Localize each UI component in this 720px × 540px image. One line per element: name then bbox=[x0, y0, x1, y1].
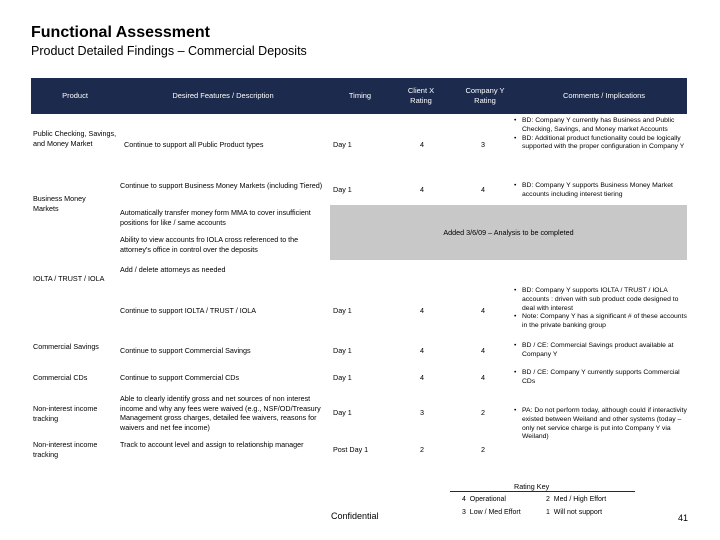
client-x-rating-non-interest-income: 3 bbox=[420, 408, 424, 417]
rating-key-number: 1 bbox=[546, 509, 550, 516]
client-x-rating-track-account-level: 2 bbox=[420, 445, 424, 454]
page-subtitle: Product Detailed Findings – Commercial Deposits bbox=[31, 44, 307, 58]
rating-key-label: Operational bbox=[469, 496, 506, 503]
company-y-rating-public-checking: 3 bbox=[481, 140, 485, 149]
timing-track-account-level: Post Day 1 bbox=[333, 445, 369, 454]
rating-key-label: Med / High Effort bbox=[553, 496, 607, 503]
client-x-rating-commercial-cds: 4 bbox=[420, 373, 424, 382]
comments-public-checking bbox=[514, 117, 689, 152]
timing-commercial-savings: Day 1 bbox=[333, 346, 352, 355]
rating-key-item bbox=[546, 496, 606, 503]
company-y-rating-commercial-cds: 4 bbox=[481, 373, 485, 382]
rating-key-number: 4 bbox=[462, 496, 466, 503]
comments-commercial-savings bbox=[514, 342, 689, 360]
company-y-rating-non-interest-income: 2 bbox=[481, 408, 485, 417]
comment-bullet: • BD / CE: Commercial Savings product available at Company Y bbox=[514, 342, 689, 360]
rating-key-item bbox=[462, 496, 506, 503]
comment-bullet: • Note: Company Y has a significant # of these accounts in the private banking group bbox=[514, 313, 689, 331]
header-company-y-rating: Company Y Rating bbox=[465, 86, 505, 105]
header-product: Product bbox=[62, 91, 88, 100]
feature-iolta: Continue to support IOLTA / TRUST / IOLA bbox=[120, 306, 257, 315]
client-x-rating-commercial-savings: 4 bbox=[420, 346, 424, 355]
timing-business-money-markets: Day 1 bbox=[333, 185, 352, 194]
client-x-rating-business-money-markets: 4 bbox=[420, 185, 424, 194]
product-commercial-cds: Commercial CDs bbox=[33, 373, 88, 382]
header-timing: Timing bbox=[348, 91, 372, 100]
feature-iola-view: Ability to view accounts fro IOLA cross referenced to the attorney's office in control over the deposits bbox=[120, 235, 299, 254]
comments-business-money-markets bbox=[514, 182, 689, 200]
comment-bullet: • BD: Additional product functionality could be logically supported with the proper configuration in Company Y bbox=[514, 135, 689, 153]
timing-non-interest-income: Day 1 bbox=[333, 408, 352, 417]
table-header bbox=[31, 78, 687, 114]
timing-commercial-cds: Day 1 bbox=[333, 373, 352, 382]
page-title: Functional Assessment bbox=[31, 24, 211, 41]
comments-commercial-cds bbox=[514, 369, 689, 387]
timing-iolta: Day 1 bbox=[333, 306, 352, 315]
pending-analysis-note bbox=[330, 205, 687, 260]
product-non-interest-income-tracking: Non-interest income tracking bbox=[33, 440, 98, 459]
product-public-checking: Public Checking, Savings, and Money Market bbox=[33, 129, 117, 148]
rating-key-item bbox=[462, 509, 521, 516]
feature-commercial-savings: Continue to support Commercial Savings bbox=[120, 346, 251, 355]
page-number: 41 bbox=[678, 513, 689, 523]
company-y-rating-track-account-level: 2 bbox=[481, 445, 485, 454]
comment-bullet: • PA: Do not perform today, although could if interactivity existed between Weiland and other systems (today – only net service charge is put into Company Y via Weiland) bbox=[514, 407, 689, 442]
comment-bullet: • BD: Company Y currently has Business and Public Checking, Savings, and Money market Accounts bbox=[514, 117, 689, 135]
rating-key-divider bbox=[450, 491, 635, 492]
client-x-rating-public-checking: 4 bbox=[420, 140, 424, 149]
comments-iolta bbox=[514, 287, 689, 331]
rating-key-item bbox=[546, 509, 602, 516]
timing-public-checking: Day 1 bbox=[333, 140, 352, 149]
comment-bullet: • BD: Company Y supports Business Money Market accounts including interest tiering bbox=[514, 182, 689, 200]
company-y-rating-iolta: 4 bbox=[481, 306, 485, 315]
comment-bullet: • BD: Company Y supports IOLTA / TRUST / IOLA accounts : driven with sub product code designed to deal with interest bbox=[514, 287, 689, 313]
feature-business-money-markets: Continue to support Business Money Markets (including Tiered) bbox=[120, 181, 323, 190]
header-features: Desired Features / Description bbox=[172, 91, 274, 100]
client-x-rating-iolta: 4 bbox=[420, 306, 424, 315]
product-iolta: IOLTA / TRUST / IOLA bbox=[33, 274, 105, 283]
rating-key-number: 2 bbox=[546, 496, 550, 503]
feature-non-interest-income: Able to clearly identify gross and net sources of non interest income and why any fees were waived (e.g., NSF/OD/Treasury Management gross charges, detailed fee waivers, reasons for waivers and net fee income) bbox=[120, 394, 321, 432]
header-client-x-rating: Client X Rating bbox=[407, 86, 435, 105]
product-commercial-savings: Commercial Savings bbox=[33, 342, 99, 351]
rating-key-title: Rating Key bbox=[514, 482, 550, 491]
rating-key-label: Low / Med Effort bbox=[469, 509, 521, 516]
feature-track-account-level: Track to account level and assign to relationship manager bbox=[120, 440, 304, 449]
company-y-rating-commercial-savings: 4 bbox=[481, 346, 485, 355]
rating-key-number: 3 bbox=[462, 509, 466, 516]
product-non-interest-income: Non-interest income tracking bbox=[33, 404, 98, 423]
feature-add-delete-attorneys: Add / delete attorneys as needed bbox=[120, 265, 226, 274]
rating-key-label: Will not support bbox=[553, 509, 603, 516]
confidential-label: Confidential bbox=[331, 511, 379, 521]
company-y-rating-business-money-markets: 4 bbox=[481, 185, 485, 194]
pending-analysis-text: Added 3/6/09 – Analysis to be completed bbox=[443, 228, 574, 237]
comment-bullet: • BD / CE: Company Y currently supports Commercial CDs bbox=[514, 369, 689, 387]
feature-public-checking: Continue to support all Public Product types bbox=[124, 140, 264, 149]
feature-auto-transfer: Automatically transfer money form MMA to cover insufficient positions for like / same accounts bbox=[120, 208, 311, 227]
header-comments: Comments / Implications bbox=[562, 91, 646, 100]
feature-commercial-cds: Continue to support Commercial CDs bbox=[120, 373, 240, 382]
comments-non-interest-income bbox=[514, 407, 689, 442]
product-business-money-markets: Business Money Markets bbox=[33, 194, 86, 213]
